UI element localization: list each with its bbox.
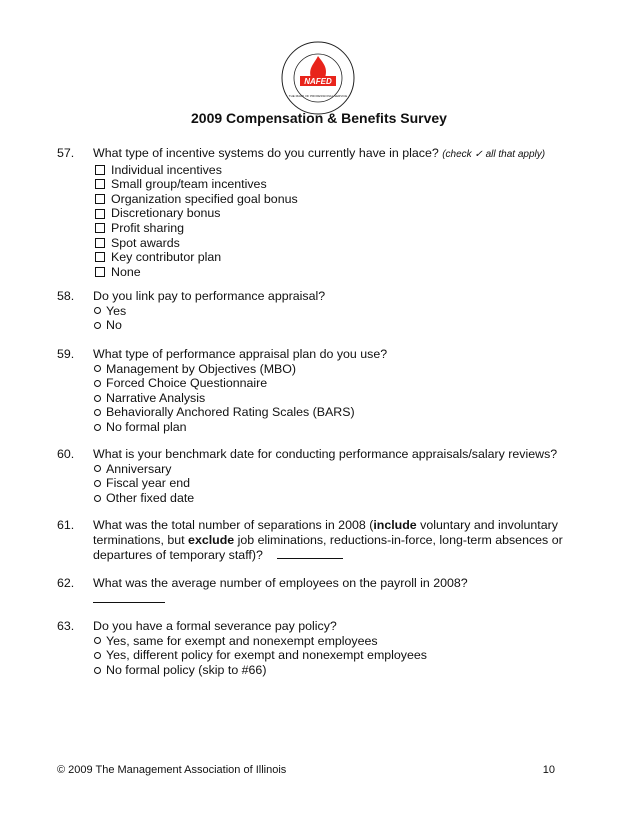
option-label: Management by Objectives (MBO) <box>106 361 297 376</box>
question-number: 61. <box>57 518 75 532</box>
radio-icon[interactable] <box>94 307 101 314</box>
option-label: Spot awards <box>111 235 180 250</box>
option-label: Key contributor plan <box>111 250 222 265</box>
question-text-part: voluntary and involuntary terminations, but <box>93 518 558 547</box>
checkbox-icon[interactable] <box>95 223 105 233</box>
question-note: (check ✓ all that apply) <box>442 149 546 160</box>
question-text: What type of performance appraisal plan do you use? <box>93 347 388 361</box>
option[interactable] <box>93 420 597 435</box>
option-label: No formal policy (skip to #66) <box>106 662 267 677</box>
question-60 <box>57 447 597 505</box>
option[interactable] <box>93 304 597 319</box>
radio-icon[interactable] <box>94 495 101 502</box>
checkbox-icon[interactable] <box>95 252 105 262</box>
option-label: Profit sharing <box>111 220 185 235</box>
option[interactable] <box>93 265 597 280</box>
option[interactable] <box>93 236 597 251</box>
option[interactable] <box>93 163 597 178</box>
option-label: Narrative Analysis <box>106 390 206 405</box>
option-label: Yes, same for exempt and nonexempt employees <box>106 633 378 648</box>
radio-icon[interactable] <box>94 667 101 674</box>
question-text-part: job eliminations, reductions-in-force, long-term absences or departures of temporary staff)? <box>93 532 563 563</box>
option[interactable] <box>93 177 597 192</box>
option-label: Yes, different policy for exempt and nonexempt employees <box>106 648 427 663</box>
option-label: Forced Choice Questionnaire <box>106 376 268 391</box>
radio-icon[interactable] <box>94 637 101 644</box>
question-59 <box>57 347 597 435</box>
radio-icon[interactable] <box>94 652 101 659</box>
radio-icon[interactable] <box>94 409 101 416</box>
option[interactable] <box>93 476 597 491</box>
checkbox-icon[interactable] <box>95 194 105 204</box>
radio-icon[interactable] <box>94 480 101 487</box>
option[interactable] <box>93 634 597 649</box>
question-text: What was the average number of employees on the payroll in 2008? <box>93 576 468 590</box>
radio-icon[interactable] <box>94 424 101 431</box>
checkbox-icon[interactable] <box>95 267 105 277</box>
option-label: No <box>106 318 122 333</box>
question-number: 58. <box>57 289 75 303</box>
option[interactable] <box>93 648 597 663</box>
question-number: 63. <box>57 619 75 633</box>
radio-icon[interactable] <box>94 395 101 402</box>
copyright: © 2009 The Management Association of Illinois <box>57 764 287 776</box>
question-62 <box>57 576 597 606</box>
page-footer <box>57 764 555 776</box>
checkbox-icon[interactable] <box>95 238 105 248</box>
option[interactable] <box>93 362 597 377</box>
question-number: 62. <box>57 576 75 590</box>
logo-tagline: THE MARK OF PROFESSIONAL SERVICE <box>288 94 348 98</box>
radio-icon[interactable] <box>94 465 101 472</box>
answer-blank[interactable] <box>93 591 165 603</box>
option[interactable] <box>93 192 597 207</box>
question-text: Do you link pay to performance appraisal? <box>93 289 326 303</box>
question-number: 59. <box>57 347 75 361</box>
question-text-part: What was the total number of separations in 2008 ( <box>93 518 374 532</box>
option[interactable] <box>93 391 597 406</box>
option[interactable] <box>93 250 597 265</box>
nafed-logo <box>278 38 358 118</box>
option[interactable] <box>93 462 597 477</box>
option[interactable] <box>93 405 597 420</box>
question-text: Do you have a formal severance pay policy? <box>93 619 337 633</box>
question-emphasis: include <box>373 518 417 532</box>
option[interactable] <box>93 491 597 506</box>
option-label: Discretionary bonus <box>111 206 221 221</box>
option-label: Behaviorally Anchored Rating Scales (BARS) <box>106 405 355 420</box>
page-number: 10 <box>542 764 555 776</box>
question-57 <box>57 146 597 279</box>
radio-icon[interactable] <box>94 322 101 329</box>
option[interactable] <box>93 221 597 236</box>
survey-title: 2009 Compensation & Benefits Survey <box>191 110 447 126</box>
checkbox-icon[interactable] <box>95 179 105 189</box>
question-number: 60. <box>57 447 75 461</box>
question-63 <box>57 619 597 677</box>
option-label: Organization specified goal bonus <box>111 191 298 206</box>
question-58 <box>57 289 597 333</box>
option-label: Yes <box>106 303 127 318</box>
option-label: Anniversary <box>106 461 172 476</box>
option-label: Fiscal year end <box>106 476 191 491</box>
checkbox-icon[interactable] <box>95 165 105 175</box>
checkbox-icon[interactable] <box>95 209 105 219</box>
answer-blank[interactable] <box>277 547 343 559</box>
question-text: What type of incentive systems do you currently have in place? <box>93 146 439 160</box>
logo-text: NAFED <box>304 77 332 86</box>
question-number: 57. <box>57 146 75 160</box>
option[interactable] <box>93 663 597 678</box>
option-label: No formal plan <box>106 419 187 434</box>
question-text: What is your benchmark date for conducting performance appraisals/salary reviews? <box>93 447 558 461</box>
option[interactable] <box>93 206 597 221</box>
option[interactable] <box>93 318 597 333</box>
radio-icon[interactable] <box>94 380 101 387</box>
radio-icon[interactable] <box>94 365 101 372</box>
option-label: Small group/team incentives <box>111 177 267 192</box>
question-emphasis: exclude <box>188 532 235 547</box>
option[interactable] <box>93 376 597 391</box>
option-label: Individual incentives <box>111 162 222 177</box>
question-61 <box>57 518 597 563</box>
option-label: None <box>111 264 141 279</box>
option-label: Other fixed date <box>106 490 195 505</box>
